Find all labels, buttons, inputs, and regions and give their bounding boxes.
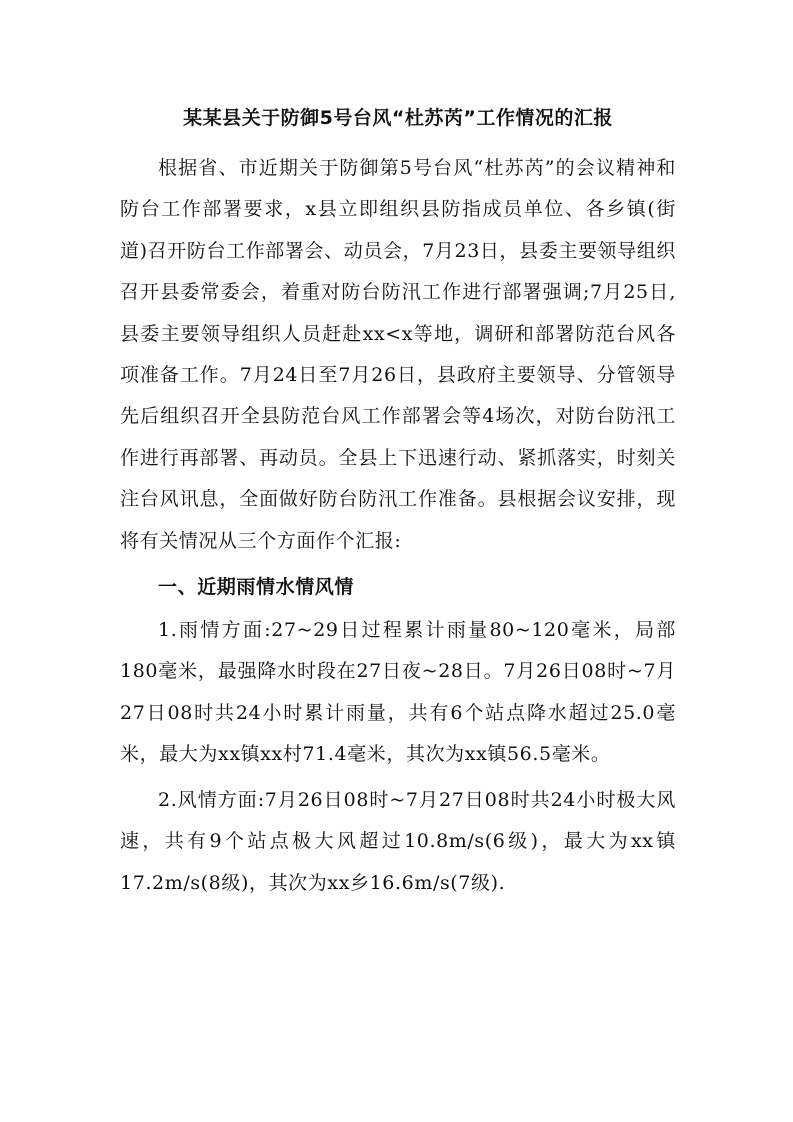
wind-paragraph: 2.风情方面:7月26日08时~7月27日08时共24小时极大风速，共有9个站点极大风超过10.8m/s(6级)，最大为xx镇17.2m/s(8级)，其次为xx乡16.6m/s(7级). — [120, 788, 676, 894]
intro-paragraph: 根据省、市近期关于防御第5号台风“杜苏芮”的会议精神和防台工作部署要求，x县立即组织县防指成员单位、各乡镇(街道)召开防台工作部署会、动员会，7月23日，县委主要领导组织召开县委常委会，着重对防台防汛工作进行部署强调;7月25日,县委主要领导组织人员赶赴xx<x等地，调研和部署防范台风各项准备工作。7月24日至7月26日，县政府主要领导、分管领导先后组织召开全县防范台风工作部署会等4场次，对防台防汛工作进行再部署、再动员。全县上下迅速行动、紧抓落实，时刻关注台风讯息，全面做好防台防汛工作准备。县根据会议安排，现将有关情况从三个方面作个汇报: — [120, 157, 676, 552]
rain-paragraph: 1.雨情方面:27~29日过程累计雨量80~120毫米，局部180毫米，最强降水时段在27日夜~28日。7月26日08时~7月27日08时共24小时累计雨量，共有6个站点降水超过25.0毫米，最大为xx镇xx村71.4毫米，其次为xx镇56.5毫米。 — [120, 619, 676, 766]
document-title: 某某县关于防御5号台风“杜苏芮”工作情况的汇报 — [183, 107, 613, 129]
document-body — [120, 103, 676, 904]
section-heading: 一、近期雨情水情风情 — [158, 576, 355, 599]
